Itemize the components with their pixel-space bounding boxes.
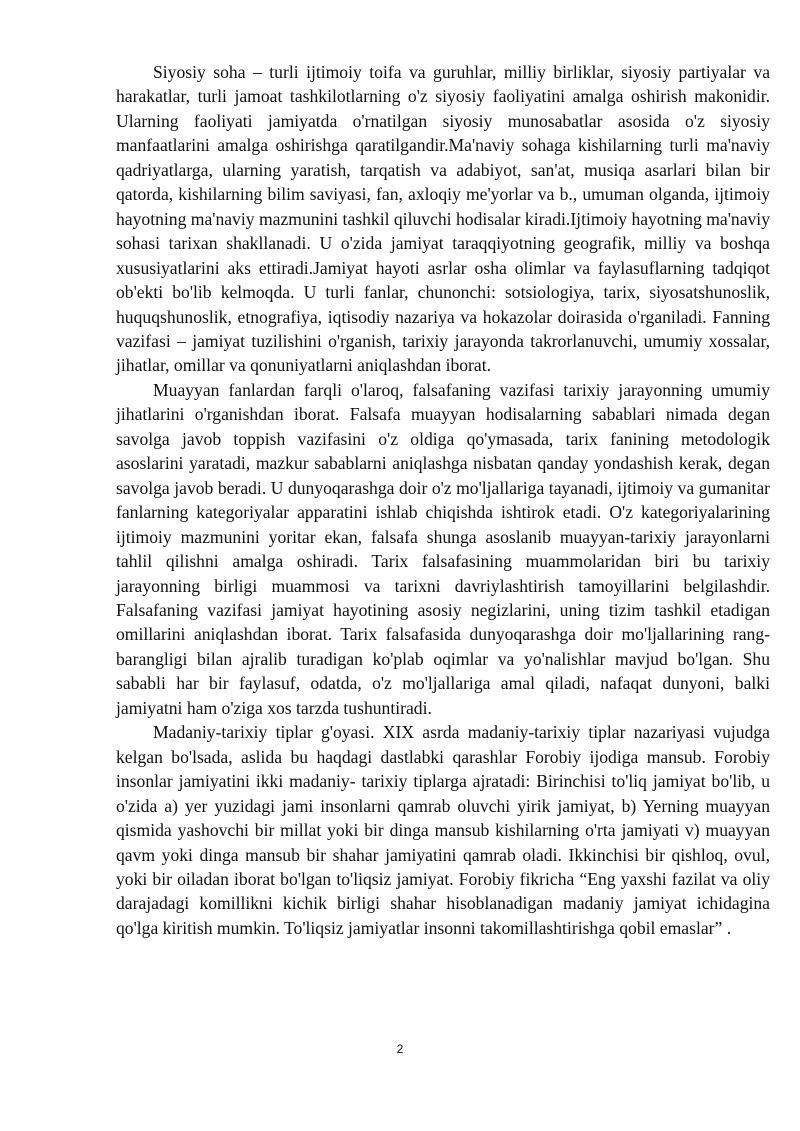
paragraph-madaniy-tarixiy-tiplar: Madaniy-tarixiy tiplar g'oyasi. XIX asrda madaniy-tarixiy tiplar nazariyasi vujudga kelgan bo'lsada, aslida bu haqdagi dastlabki qarashlar Forobiy ijodiga mansub. Forobiy insonlar jamiyatini ikki madaniy- tarixiy tiplarga ajratadi: Birinchisi to'liq jamiyat bo'lib, u o'zida a) yer yuzidagi jami insonlarni qamrab oluvchi yirik jamiyat, b) Yerning muayyan qismida yashovchi bir millat yoki bir dinga mansub kishilarning o'rta jamiyati v) muayyan qavm yoki dinga mansub bir shahar jamiyatini qamrab oladi. Ikkinchisi bir qishloq, ovul, yoki bir oiladan iborat bo'lgan to'liqsiz jamiyat. Forobiy fikricha “Eng yaxshi fazilat va oliy darajadagi komillikni kichik birligi shahar hisoblanadigan madaniy jamiyat ichidagina qo'lga kiritish mumkin. To'liqsiz jamiyatlar insonni takomillashtirishga qobil emaslar” . — [116, 722, 770, 938]
page-number: 2 — [396, 1042, 404, 1056]
paragraph-siyosiy-soha: Siyosiy soha – turli ijtimoiy toifa va guruhlar, milliy birliklar, siyosiy partiyalar va harakatlar, turli jamoat tashkilotlarning o'z siyosiy faoliyatini amalga oshirish makonidir. Ularning faoliyati jamiyatda o'rnatilgan siyosiy munosabatlar asosida o'z siyosiy manfaatlarini amalga oshirishga qaratilgandir.Ma'naviy sohaga kishilarning turli ma'naviy qadriyatlarga, ularning yaratish, tarqatish va adabiyot, san'at, musiqa asarlari bilan bir qatorda, kishilarning bilim saviyasi, fan, axloqiy me'yorlar va b., umuman olganda, ijtimoiy hayotning ma'naviy mazmunini tashkil qiluvchi hodisalar kiradi.Ijtimoiy hayotning ma'naviy sohasi tarixan shakllanadi. U o'zida jamiyat taraqqiyotning geografik, milliy va boshqa xususiyatlarini aks ettiradi.Jamiyat hayoti asrlar osha olimlar va faylasuflarning tadqiqot ob'ekti bo'lib kelmoqda. U turli fanlar, chunonchi: sotsiologiya, tarix, siyosatshunoslik, huquqshunoslik, etnografiya, iqtisodiy nazariya va hokazolar doirasida o'rganiladi. Fanning vazifasi – jamiyat tuzilishini o'rganish, tarixiy jarayonda takrorlanuvchi, umumiy xossalar, jihatlar, omillar va qonuniyatlarni aniqlashdan iborat. — [116, 62, 770, 376]
paragraph-falsafa-vazifasi: Muayyan fanlardan farqli o'laroq, falsafaning vazifasi tarixiy jarayonning umumiy jihatlarini o'rganishdan iborat. Falsafa muayyan hodisalarning sabablari nimada degan savolga javob toppish vazifasini o'z oldiga qo'ymasada, tarix fanining metodologik asoslarini yaratadi, mazkur sabablarni aniqlashga nisbatan qanday yondashish kerak, degan savolga javob beradi. U dunyoqarashga doir o'z mo'ljallariga tayanadi, ijtimoiy va gumanitar fanlarning kategoriyalar apparatini ishlab chiqishda ishtirok etadi. O'z kategoriyalarining ijtimoiy mazmunini yoritar ekan, falsafa shunga asoslanib muayyan-tarixiy jarayonlarni tahlil qilishni amalga oshiradi. Tarix falsafasining muammolaridan biri bu tarixiy jarayonning birligi muammosi va tarixni davriylashtirish tamoyillarini belgilashdir. Falsafaning vazifasi jamiyat hayotining asosiy negizlarini, uning tizim tashkil etadigan omillarini aniqlashdan iborat. Tarix falsafasida dunyoqarashga doir mo'ljallarining rang-barangligi bilan ajralib turadigan ko'plab oqimlar va yo'nalishlar mavjud bo'lgan. Shu sababli har bir faylasuf, odatda, o'z mo'ljallariga amal qiladi, nafaqat dunyoni, balki jamiyatni ham o'ziga xos tarzda tushuntiradi. — [116, 379, 770, 718]
body-text — [116, 60, 770, 940]
